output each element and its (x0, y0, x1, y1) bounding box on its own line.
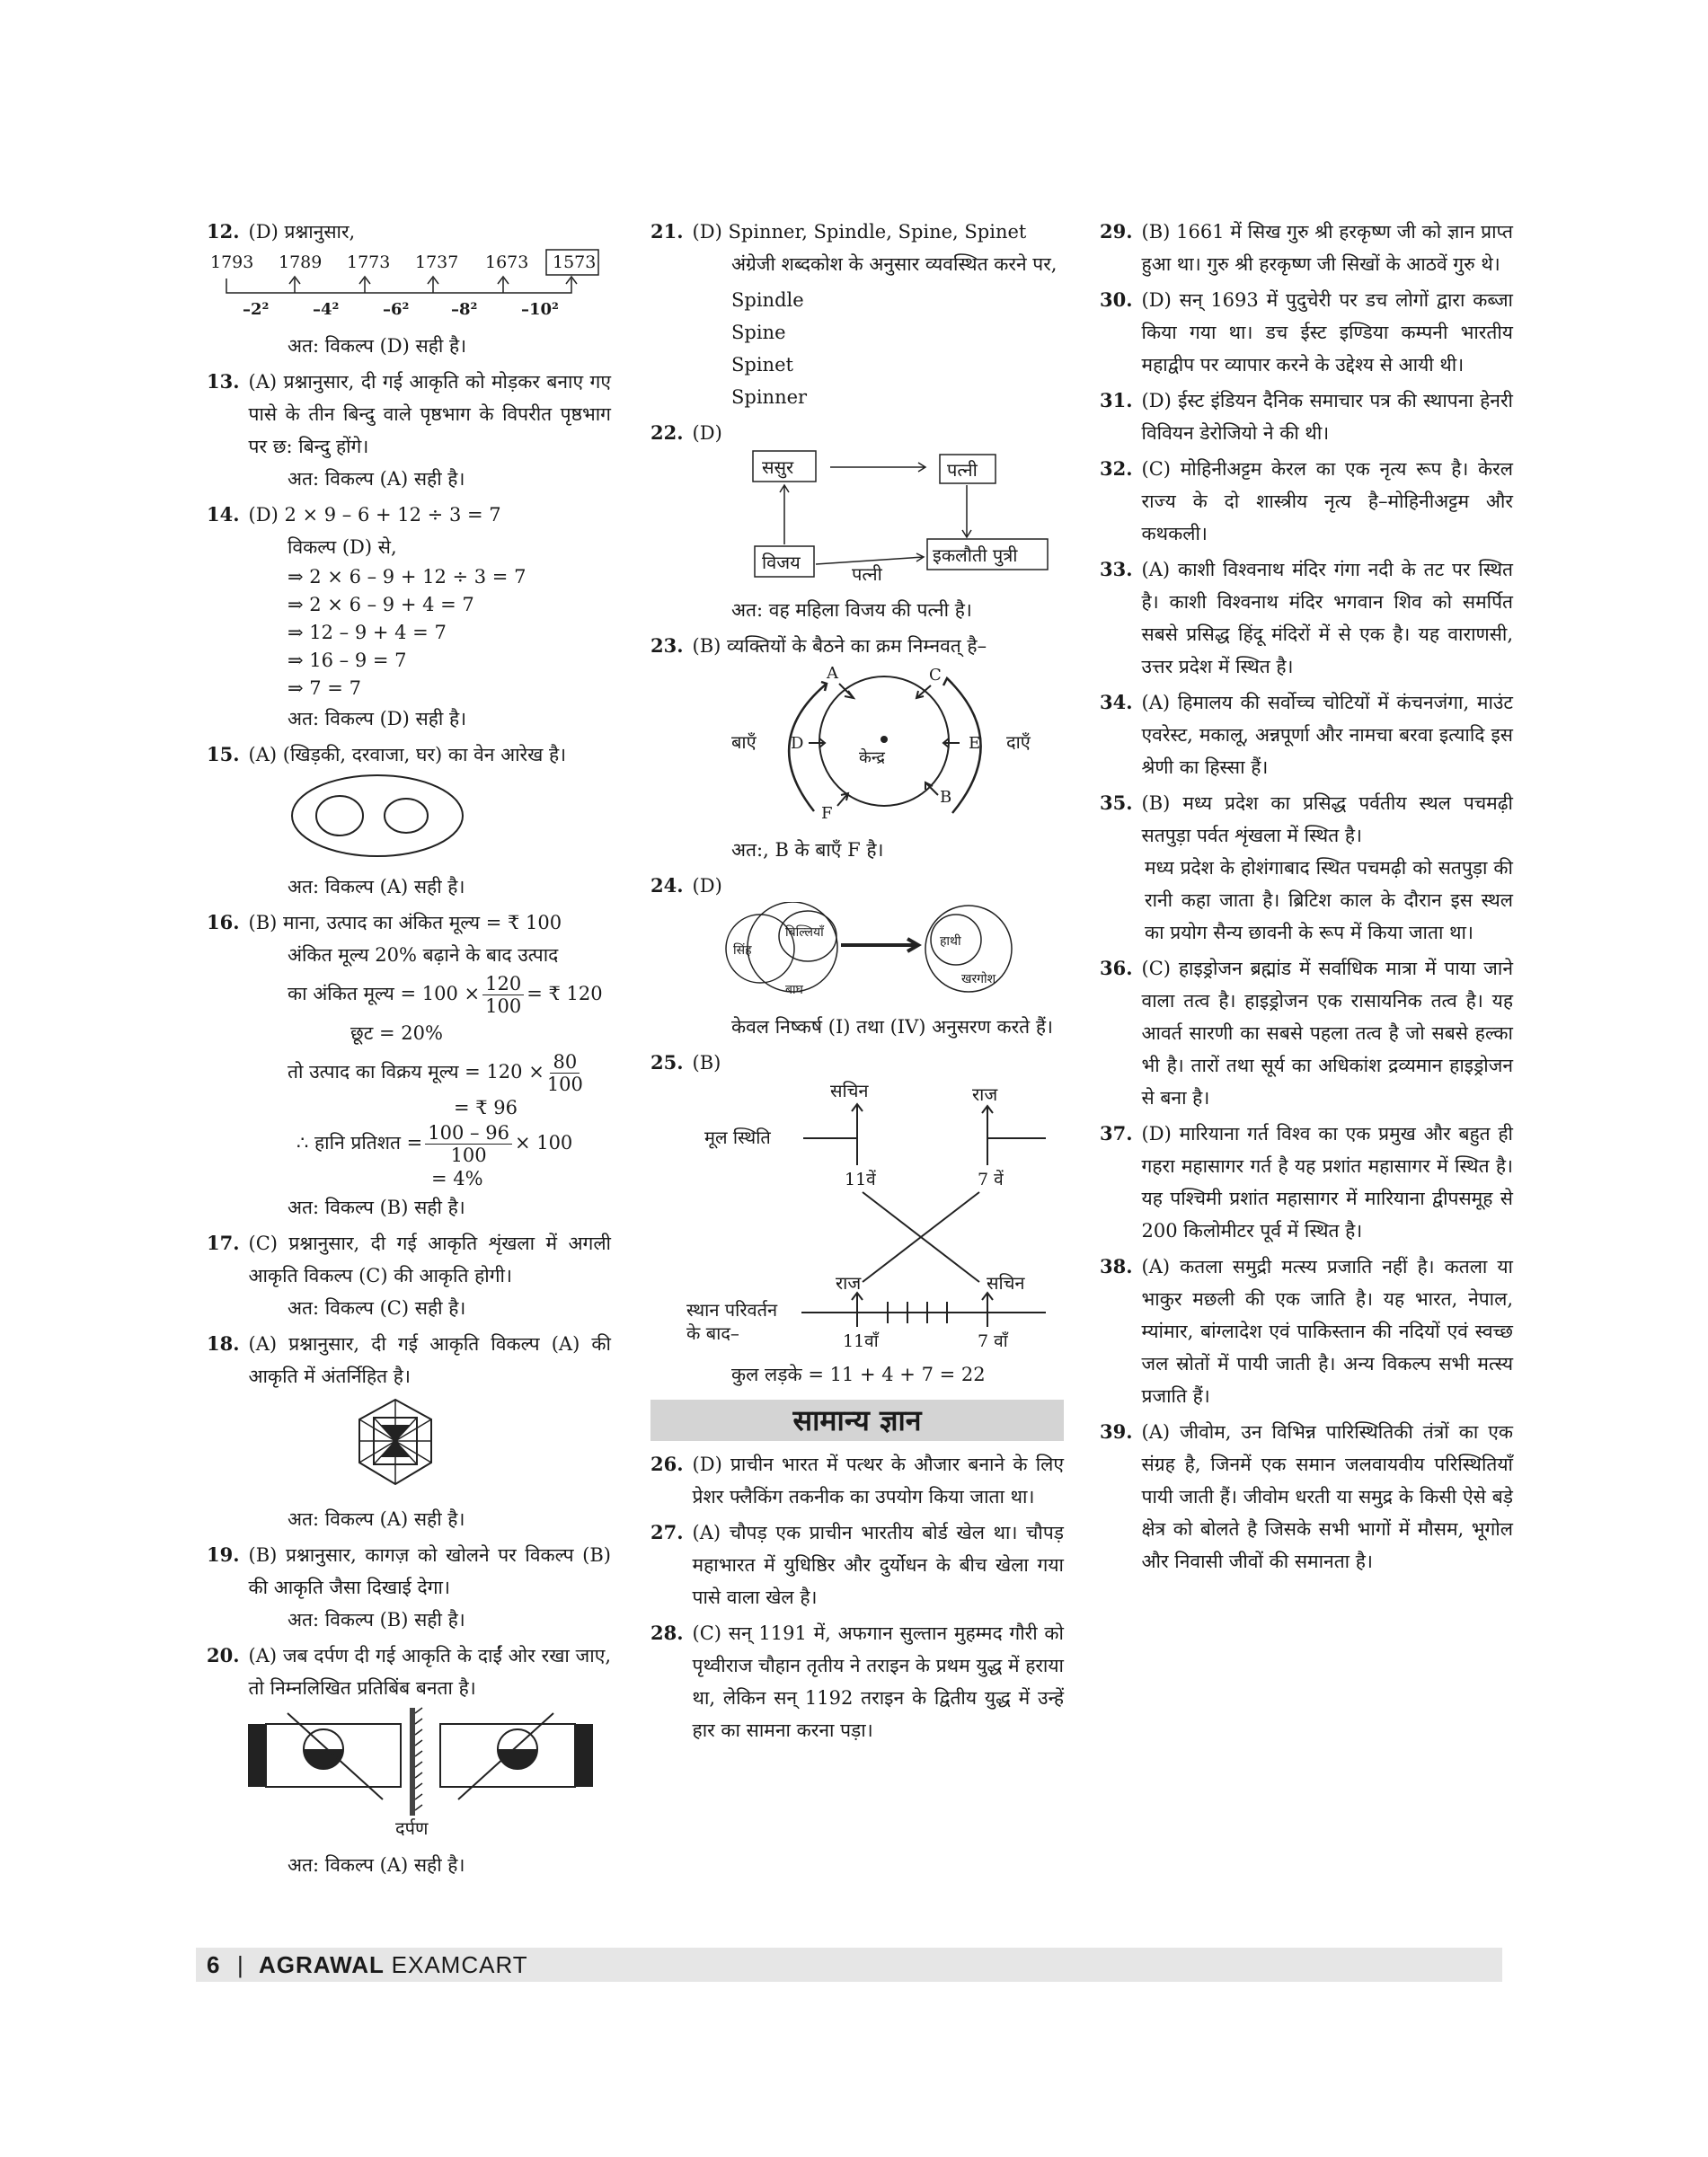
question-text: (D) 2 × 9 – 6 + 12 ÷ 3 = 7 (248, 504, 501, 526)
question-number: 28. (650, 1622, 684, 1644)
pos-label: 11वें (845, 1170, 876, 1189)
answer-line: अत: विकल्प (A) सही है। (288, 1508, 465, 1530)
question-number: 34. (1100, 691, 1133, 713)
question-29 (1100, 216, 1513, 280)
set-label: हाथी (940, 934, 961, 949)
question-text: (A) प्रश्नानुसार, दी गई आकृति को मोड़कर बनाए गए पासे के तीन बिन्दु वाले पृष्ठभाग के विपरीत पृष्ठभाग पर छ: बिन्दु होंगे। (248, 371, 611, 457)
question-text: (B) प्रश्नानुसार, कागज़ को खोलने पर विकल्प (B) की आकृति जैसा दिखाई देगा। (248, 1544, 611, 1598)
question-number: 30. (1100, 288, 1133, 311)
seq-term: 1737 (415, 252, 459, 272)
edge-label: पत्नी (852, 563, 882, 584)
step: ⇒ 12 – 9 + 4 = 7 (288, 622, 447, 643)
question-34 (1100, 686, 1513, 783)
question-text: (B) (692, 1052, 721, 1074)
person-label: C (929, 666, 942, 685)
node-label: ससुर (762, 456, 794, 478)
pos-label: 11वाँ (843, 1331, 879, 1348)
venn-syllogism (650, 902, 1064, 1001)
answer-line: अत: विकल्प (A) सही है। (288, 1854, 465, 1876)
question-number: 32. (1100, 457, 1133, 480)
question-number: 16. (207, 911, 240, 933)
question-text: (D) ईस्ट इंडियन दैनिक समाचार पत्र की स्थापना हेनरी विवियन डेरोजियो ने की थी। (1141, 390, 1513, 444)
question-35 (1100, 787, 1513, 949)
answer-line: अत: विकल्प (C) सही है। (288, 1297, 466, 1319)
question-17 (207, 1227, 611, 1324)
person-label: E (969, 734, 981, 753)
solution-line: तो उत्पाद का विक्रय मूल्य = 120 × $\frac{80}{100}$ (288, 1051, 583, 1095)
node-label: इकलौती पुत्री (933, 544, 1018, 566)
question-text: (A) (खिड़की, दरवाजा, घर) का वेन आरेख है। (248, 744, 567, 765)
seq-diff: –4² (313, 300, 340, 319)
question-number: 29. (1100, 220, 1133, 243)
question-text: (C) हाइड्रोजन ब्रह्मांड में सर्वाधिक मात्रा में पाया जाने वाला तत्व है। हाइड्रोजन एक रासायनिक तत्व है। यह आवर्त सारणी का सबसे पहला तत्व है जो सबसे हल्का भी है। तारों तथा सूर्य का अधिकांश द्रव्यमान हाइड्रोजन से बना है। (1141, 958, 1513, 1109)
word: Spine (731, 322, 786, 343)
question-15 (207, 738, 611, 903)
set-label: सिंह (733, 943, 752, 958)
person-label: सचिन (830, 1080, 869, 1101)
question-28 (650, 1617, 1064, 1746)
question-text: (D) सन् 1693 में पुदुचेरी पर डच लोगों द्वारा कब्जा किया गया था। डच ईस्ट इण्डिया कम्पनी भारतीय महाद्वीप पर व्यापार करने के उद्देश्य से आयी थी। (1141, 289, 1513, 376)
sorted-words (650, 284, 1064, 413)
question-21 (650, 216, 1064, 413)
left-label: बाएँ (731, 731, 757, 753)
answer-line: अत: विकल्प (B) सही है। (288, 1197, 465, 1218)
center-label: केन्द्र (859, 748, 885, 767)
answer-line: अत: विकल्प (A) सही है। (288, 876, 465, 897)
question-text: (C) सन् 1191 में, अफगान सुल्तान मुहम्मद गौरी को पृथ्वीराज चौहान तृतीय ने तराइन के प्रथम युद्ध में हराया था, लेकिन सन् 1192 तराइन के द्वितीय युद्ध में उन्हें हार का सामना करना पड़ा। (692, 1622, 1064, 1741)
question-number: 21. (650, 220, 684, 243)
question-22 (650, 417, 1064, 626)
word: Spinner (731, 386, 808, 408)
column-3 (1100, 216, 1513, 1581)
word: Spinet (731, 354, 793, 376)
person-label: राज (972, 1083, 998, 1105)
question-text: (C) मोहिनीअट्टम केरल का एक नृत्य रूप है। केरल राज्य के दो शास्त्रीय नृत्य है–मोहिनीअट्टम और कथकली। (1141, 458, 1513, 544)
solution-steps (207, 563, 611, 703)
question-number: 35. (1100, 791, 1133, 814)
question-number: 15. (207, 743, 240, 765)
question-16 (207, 906, 611, 1224)
question-number: 20. (207, 1644, 240, 1666)
pos-label: 7 वें (978, 1170, 1004, 1189)
embedded-figure (207, 1392, 602, 1493)
question-number: 19. (207, 1543, 240, 1566)
question-number: 23. (650, 634, 684, 657)
word: Spindle (731, 289, 804, 311)
question-text: (D) प्राचीन भारत में पत्थर के औजार बनाने के लिए प्रेशर फ्लैकिंग तकनीक का उपयोग किया जाता था। (692, 1454, 1064, 1507)
question-24 (650, 870, 1064, 1043)
question-number: 22. (650, 421, 684, 444)
question-33 (1100, 553, 1513, 683)
mirror-image-figure (207, 1704, 602, 1839)
question-25 (650, 1047, 1064, 1391)
seq-term: 1773 (347, 252, 391, 272)
solution-line: = 4% (431, 1168, 483, 1189)
answer-line: अत: विकल्प (A) सही है। (288, 468, 465, 490)
question-text: (D) (692, 875, 722, 897)
mirror-label: दर्पण (395, 1817, 429, 1839)
sequence-diagram (207, 248, 602, 320)
answer-line: अत: विकल्प (B) सही है। (288, 1609, 465, 1631)
solution-line: ∴ हानि प्रतिशत = $\frac{100 - 96}{100}$ × 100 (296, 1122, 573, 1166)
question-18 (207, 1328, 611, 1535)
question-text: (B) व्यक्तियों के बैठने का क्रम निम्नवत् है– (692, 635, 987, 657)
question-text: (C) प्रश्नानुसार, दी गई आकृति शृंखला में अगली आकृति विकल्प (C) की आकृति होगी। (248, 1233, 611, 1286)
question-number: 33. (1100, 558, 1133, 580)
question-number: 25. (650, 1051, 684, 1074)
question-text: (D) प्रश्नानुसार, (248, 221, 356, 243)
seq-term: 1793 (210, 252, 254, 272)
person-label: D (791, 734, 804, 753)
seq-term-answer: 1573 (553, 252, 597, 272)
node-label: पत्नी (947, 459, 978, 481)
page-number: 6 (207, 1951, 220, 1978)
step: ⇒ 16 – 9 = 7 (288, 650, 407, 671)
seating-diagram (650, 662, 1064, 824)
person-label: सचिन (987, 1272, 1025, 1294)
question-text: (A) हिमालय की सर्वोच्च चोटियों में कंचनजंगा, माउंट एवरेस्ट, मकालू, अन्नपूर्णा और नामचा बरवा इत्यादि इस श्रेणी का हिस्सा हैं। (1141, 692, 1513, 778)
solution-line: छूट = 20% (350, 1022, 443, 1044)
person-label: राज (836, 1272, 862, 1294)
question-number: 38. (1100, 1255, 1133, 1277)
set-label: बिल्लियाँ (785, 925, 824, 940)
question-text: (B) मध्य प्रदेश का प्रसिद्ध पर्वतीय स्थल पचमढ़ी सतपुड़ा पर्वत शृंखला में स्थित है। (1141, 792, 1513, 846)
question-text: (A) चौपड़ एक प्राचीन भारतीय बोर्ड खेल था। चौपड़ महाभारत में युधिष्ठिर और दुर्योधन के बीच खेला गया पासे वाला खेल है। (692, 1522, 1064, 1608)
question-text: (D) Spinner, Spindle, Spine, Spinet (692, 221, 1027, 243)
page-footer (196, 1948, 1502, 1982)
step: ⇒ 2 × 6 – 9 + 4 = 7 (288, 594, 474, 615)
question-text: (A) कतला समुद्री मत्स्य प्रजाति नहीं है। कतला या भाकुर मछली की एक जाति है। यह भारत, नेपाल, म्यांमार, बांग्लादेश एवं पाकिस्तान की नदियों एवं स्वच्छ जल स्रोतों में पायी जाती है। अन्य विकल्प सभी मत्स्य प्रजाति हैं। (1141, 1256, 1513, 1407)
person-label: F (821, 804, 833, 823)
answer-line: कुल लड़के = 11 + 4 + 7 = 22 (731, 1364, 986, 1385)
question-32 (1100, 453, 1513, 550)
after-label: स्थान परिवर्तन (686, 1299, 778, 1321)
question-number: 27. (650, 1521, 684, 1543)
question-31 (1100, 385, 1513, 449)
solution-line: = ₹ 96 (454, 1097, 518, 1118)
brand-logo: AGRAWAL EXAMCART (259, 1951, 528, 1978)
seq-diff: –8² (451, 300, 478, 319)
seq-diff: –10² (521, 300, 559, 319)
question-text: (A) जीवोम, उन विभिन्न पारिस्थितिकी तंत्रों का एक संग्रह है, जिनमें एक समान जलवायवीय परिस्थितियाँ पायी जाती हैं। जीवोम धरती या समुद्र के किसी ऐसे बड़े क्षेत्र को बोलते है जिसके सभी भागों में मौसम, भूगोल और निवासी जीवों की समानता है। (1141, 1421, 1513, 1572)
question-text: (A) जब दर्पण दी गई आकृति के दाईं ओर रखा जाए, तो निम्नलिखित प्रतिबिंब बनता है। (248, 1645, 611, 1699)
question-number: 17. (207, 1232, 240, 1254)
position-diagram (650, 1079, 1064, 1348)
answer-line: केवल निष्कर्ष (I) तथा (IV) अनुसरण करते हैं। (731, 1016, 1053, 1038)
question-20 (207, 1640, 611, 1881)
relation-diagram (650, 449, 1064, 584)
seq-term: 1673 (485, 252, 529, 272)
question-14 (207, 499, 611, 735)
node-label: विजय (762, 552, 801, 573)
question-text-continued: मध्य प्रदेश के होशंगाबाद स्थित पचमढ़ी को सतपुड़ा की रानी कहा जाता है। ब्रिटिश काल के दौरान इस स्थल का प्रयोग सैन्य छावनी के रूप में किया जाता था। (1145, 857, 1513, 943)
pos-label: 7 वाँ (978, 1331, 1008, 1348)
answer-line: अत: विकल्प (D) सही है। (288, 708, 467, 729)
question-13 (207, 366, 611, 495)
after-label: के बाद– (686, 1322, 739, 1344)
set-label: खरगोश (961, 972, 996, 986)
sub-line: विकल्प (D) से, (288, 536, 397, 558)
question-number: 13. (207, 370, 240, 393)
question-26 (650, 1448, 1064, 1513)
question-38 (1100, 1251, 1513, 1412)
step: ⇒ 7 = 7 (288, 677, 361, 699)
question-number: 18. (207, 1332, 240, 1355)
solution-line: अंकित मूल्य 20% बढ़ाने के बाद उत्पाद (288, 944, 559, 966)
answer-line: अत:, B के बाएँ F है। (731, 839, 884, 861)
question-37 (1100, 1118, 1513, 1247)
question-text: (D) (692, 422, 722, 444)
question-text: (A) काशी विश्वनाथ मंदिर गंगा नदी के तट पर स्थित है। काशी विश्वनाथ मंदिर भगवान शिव को समर्पित सबसे प्रसिद्ध हिंदू मंदिरों में से एक है। यह वाराणसी, उत्तर प्रदेश में स्थित है। (1141, 559, 1513, 677)
question-23 (650, 630, 1064, 866)
solution-line: का अंकित मूल्य = 100 × $\frac{120}{100}$ = ₹ 120 (288, 973, 603, 1017)
column-1 (207, 216, 611, 1885)
footer-separator: | (237, 1951, 243, 1978)
question-number: 37. (1100, 1122, 1133, 1145)
question-number: 31. (1100, 389, 1133, 411)
sub-line: अंग्रेजी शब्दकोश के अनुसार व्यवस्थित करने पर, (731, 253, 1058, 275)
answer-line: अत: विकल्प (D) सही है। (288, 335, 467, 357)
person-label: A (827, 664, 838, 683)
question-number: 14. (207, 503, 240, 526)
question-text: (A) प्रश्नानुसार, दी गई आकृति विकल्प (A) की आकृति में अंतर्निहित है। (248, 1333, 611, 1387)
section-title: सामान्य ज्ञान (650, 1400, 1064, 1441)
answer-line: अत: वह महिला विजय की पत्नी है। (731, 599, 972, 621)
right-label: दाएँ (1006, 731, 1031, 753)
question-number: 26. (650, 1453, 684, 1475)
question-number: 12. (207, 220, 240, 243)
question-text: (D) मारियाना गर्त विश्व का एक प्रमुख और बहुत ही गहरा महासागर गर्त है यह प्रशांत महासागर में स्थित है। यह पश्चिमी प्रशांत महासागर में मारियाना द्वीपसमूह से 200 किलोमीटर पूर्व में स्थित है। (1141, 1123, 1513, 1242)
question-number: 39. (1100, 1420, 1133, 1443)
orig-label: मूल स्थिति (704, 1127, 771, 1148)
set-label: बाघ (785, 983, 803, 997)
question-12 (207, 216, 611, 362)
seq-diff: –2² (243, 300, 270, 319)
bracket-lines (226, 278, 571, 293)
question-39 (1100, 1416, 1513, 1578)
question-number: 24. (650, 874, 684, 897)
question-text: (B) माना, उत्पाद का अंकित मूल्य = ₹ 100 (248, 912, 562, 933)
question-27 (650, 1516, 1064, 1613)
question-number: 36. (1100, 957, 1133, 979)
venn-diagram (207, 771, 602, 861)
question-text: (B) 1661 में सिख गुरु श्री हरकृष्ण जी को ज्ञान प्राप्त हुआ था। गुरु श्री हरकृष्ण जी सिखों के आठवें गुरु थे। (1141, 221, 1513, 275)
question-30 (1100, 284, 1513, 381)
step: ⇒ 2 × 6 – 9 + 12 ÷ 3 = 7 (288, 566, 527, 588)
question-19 (207, 1539, 611, 1636)
person-label: B (940, 788, 952, 807)
column-2 (650, 216, 1064, 1750)
seq-term: 1789 (279, 252, 323, 272)
question-36 (1100, 952, 1513, 1114)
seq-diff: –6² (383, 300, 410, 319)
